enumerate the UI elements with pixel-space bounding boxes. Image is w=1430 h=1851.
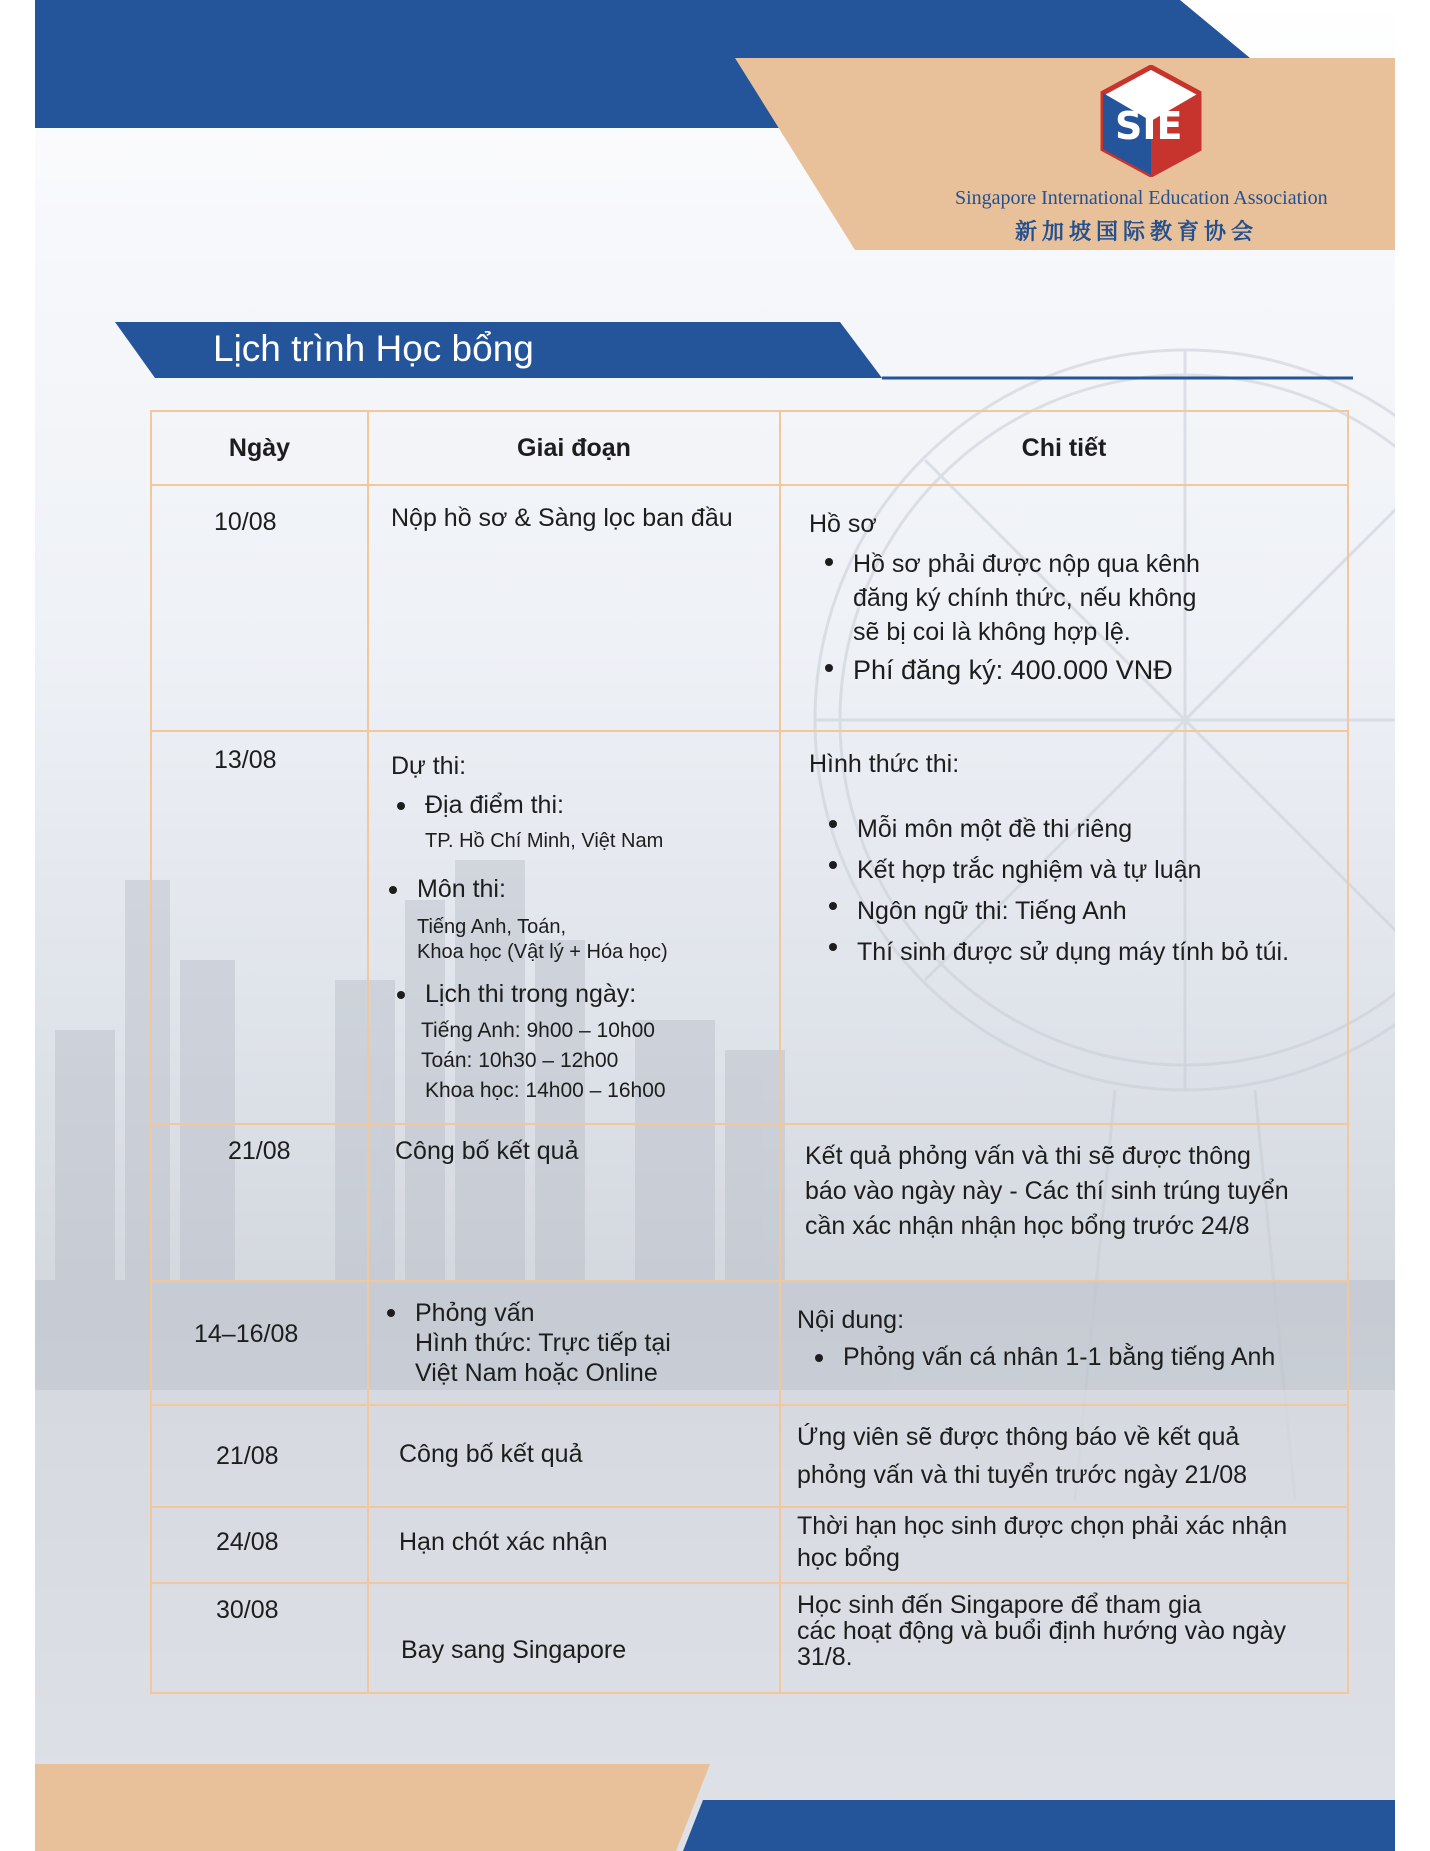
detail-line: Ứng viên sẽ được thông báo về kết quả <box>797 1423 1240 1451</box>
schedule-line: Tiếng Anh: 9h00 – 10h00 <box>421 1019 655 1042</box>
detail-line: học bổng <box>797 1544 900 1572</box>
header-date: Ngày <box>151 411 368 485</box>
row-date: 24/08 <box>216 1528 279 1556</box>
table-row <box>151 731 1348 1124</box>
schedule-table <box>150 410 1349 1694</box>
list-item: Môn thi: <box>417 875 779 904</box>
list-item: Lịch thi trong ngày: <box>425 980 779 1009</box>
row-stage: Công bố kết quả <box>395 1137 579 1165</box>
row-date: 21/08 <box>216 1442 279 1470</box>
list-item: Phí đăng ký: 400.000 VNĐ <box>853 653 1347 687</box>
row-detail-text <box>781 1125 1347 1244</box>
row-detail-text <box>781 1584 1347 1670</box>
list-item: Phỏng vấn cá nhân 1-1 bằng tiếng Anh <box>843 1343 1347 1372</box>
header-stage: Giai đoạn <box>368 411 780 485</box>
row-stage: Hạn chót xác nhận <box>399 1528 608 1556</box>
list-item: Kết hợp trắc nghiệm và tự luận <box>857 850 1347 891</box>
row-detail-list <box>781 539 1347 687</box>
logo-cube-icon <box>1095 65 1207 177</box>
page <box>35 0 1395 1851</box>
row-date: 30/08 <box>216 1596 279 1624</box>
table-row <box>151 1124 1348 1281</box>
list-item-continuation: sẽ bị coi là không hợp lệ. <box>853 618 1131 646</box>
table-row <box>151 1281 1348 1405</box>
detail-line: cần xác nhận nhận học bổng trước 24/8 <box>805 1212 1250 1240</box>
list-item-continuation: Khoa học (Vật lý + Hóa học) <box>417 941 668 963</box>
list-item: Địa điểm thi: <box>425 791 779 820</box>
row-date: 13/08 <box>214 746 277 774</box>
detail-line: báo vào ngày này - Các thí sinh trúng tuyển <box>805 1177 1289 1205</box>
list-item: Mỗi môn một đề thi riêng <box>857 809 1347 850</box>
list-item: Hồ sơ phải được nộp qua kênh <box>853 547 1347 581</box>
table-row <box>151 485 1348 731</box>
table-header-row <box>151 411 1348 485</box>
section-title: Lịch trình Học bổng <box>213 328 534 369</box>
list-item-continuation: Hình thức: Trực tiếp tại <box>415 1329 671 1357</box>
list-item: Thí sinh được sử dụng máy tính bỏ túi. <box>857 932 1347 973</box>
row-stage: Bay sang Singapore <box>401 1636 627 1664</box>
row-detail-title: Hình thức thi: <box>809 750 960 778</box>
table-row <box>151 1405 1348 1507</box>
row-detail-list <box>781 1335 1347 1372</box>
row-date: 10/08 <box>214 508 277 536</box>
row-stage: Công bố kết quả <box>399 1440 583 1468</box>
detail-line: Thời hạn học sinh được chọn phải xác nhận <box>797 1512 1288 1540</box>
header-detail: Chi tiết <box>780 411 1348 485</box>
list-item: Phỏng vấn <box>415 1298 779 1328</box>
schedule-line: Khoa học: 14h00 – 16h00 <box>425 1079 666 1102</box>
logo-chinese-name: 新加坡国际教育协会 <box>1015 219 1259 245</box>
logo-letters: SIE <box>1115 104 1183 148</box>
list-item-continuation: Việt Nam hoặc Online <box>415 1359 658 1387</box>
row-detail-title: Hồ sơ <box>809 510 877 538</box>
row-date: 21/08 <box>228 1137 291 1165</box>
logo <box>955 65 1375 255</box>
row-detail-title: Nội dung: <box>797 1306 905 1334</box>
bottom-blue-band <box>665 1800 1395 1851</box>
detail-line: Kết quả phỏng vấn và thi sẽ được thông <box>805 1142 1251 1170</box>
row-stage-list <box>369 1282 779 1388</box>
detail-line: các hoạt động và buổi định hướng vào ngày <box>797 1617 1287 1645</box>
list-item: Ngôn ngữ thi: Tiếng Anh <box>857 891 1347 932</box>
row-stage-list <box>369 781 779 1103</box>
detail-line: Học sinh đến Singapore để tham gia <box>797 1591 1202 1619</box>
list-item-continuation: TP. Hồ Chí Minh, Việt Nam <box>425 830 664 852</box>
bottom-tan-band <box>35 1764 720 1851</box>
detail-line: 31/8. <box>797 1643 853 1671</box>
schedule-line: Toán: 10h30 – 12h00 <box>421 1049 619 1072</box>
list-item-continuation: Tiếng Anh, Toán, <box>417 916 567 938</box>
row-detail-text <box>781 1508 1347 1574</box>
table-row <box>151 1507 1348 1583</box>
row-stage: Nộp hồ sơ & Sàng lọc ban đầu <box>391 504 733 532</box>
row-stage-title: Dự thi: <box>391 752 467 780</box>
logo-english-name: Singapore International Education Association <box>955 187 1328 209</box>
list-item-continuation: đăng ký chính thức, nếu không <box>853 584 1197 612</box>
table-row <box>151 1583 1348 1693</box>
detail-line: phỏng vấn và thi tuyển trước ngày 21/08 <box>797 1461 1248 1489</box>
row-detail-text <box>781 1406 1347 1494</box>
row-detail-list <box>781 779 1347 973</box>
row-date: 14–16/08 <box>194 1320 299 1348</box>
